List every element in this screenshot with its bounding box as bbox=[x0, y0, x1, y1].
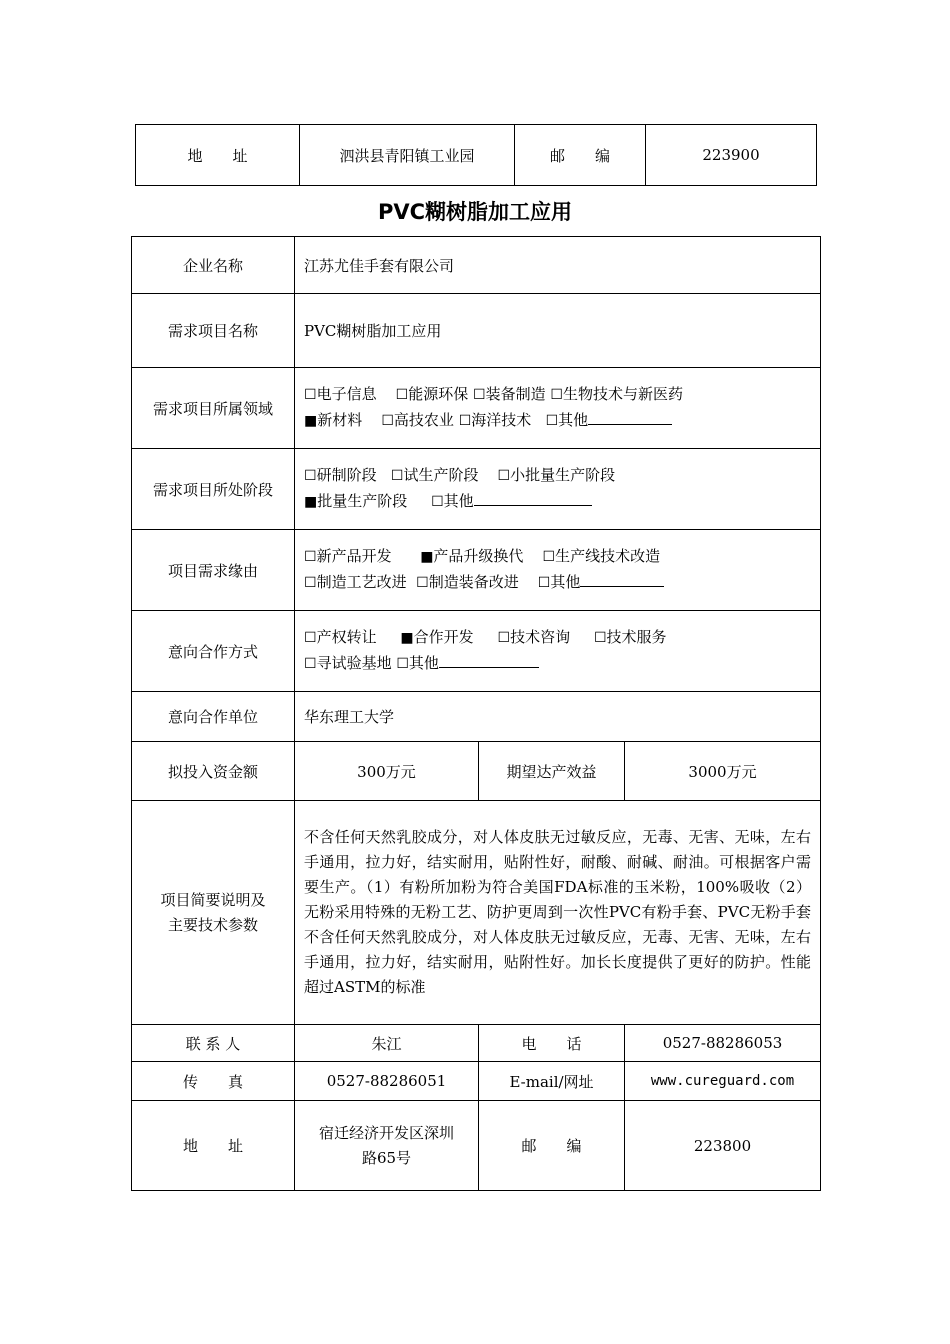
option-new-materials[interactable]: ■新材料 bbox=[304, 411, 363, 429]
option-energy[interactable]: ☐能源环保 bbox=[395, 385, 469, 403]
option-test-base[interactable]: ☐寻试验基地 bbox=[304, 654, 392, 672]
reason-options-line-1 bbox=[304, 544, 820, 570]
row-project bbox=[132, 294, 821, 368]
checkbox-icon: ☐ bbox=[395, 387, 409, 403]
checkbox-filled-icon: ■ bbox=[400, 630, 414, 646]
page-title: PVC糊树脂加工应用 bbox=[377, 200, 573, 224]
option-research[interactable]: ☐研制阶段 bbox=[304, 466, 377, 484]
demand-form-table bbox=[131, 236, 821, 1191]
prev-address-value: 泗洪县青阳镇工业园 bbox=[300, 125, 515, 186]
zip-value: 223800 bbox=[625, 1101, 821, 1191]
address-value bbox=[295, 1101, 479, 1191]
partner-label: 意向合作单位 bbox=[132, 692, 295, 742]
stage-options bbox=[295, 449, 821, 530]
prev-address-table bbox=[135, 124, 817, 186]
desc-label bbox=[132, 801, 295, 1025]
checkbox-icon: ☐ bbox=[473, 387, 486, 403]
stage-options-line-2 bbox=[304, 489, 820, 515]
address-value-line-1: 宿迁经济开发区深圳 bbox=[318, 1123, 454, 1142]
prev-address-row bbox=[136, 125, 817, 186]
invest-label: 拟投入资金额 bbox=[132, 742, 295, 801]
option-tech-consulting[interactable]: ☐技术咨询 bbox=[497, 628, 571, 646]
option-other[interactable]: ☐其他 bbox=[431, 492, 592, 510]
checkbox-icon: ☐ bbox=[304, 387, 317, 403]
invest-value: 300万元 bbox=[295, 742, 479, 801]
checkbox-icon: ☐ bbox=[497, 468, 511, 484]
checkbox-icon: ☐ bbox=[458, 413, 472, 429]
option-joint-development[interactable]: ■合作开发 bbox=[400, 628, 474, 646]
checkbox-icon: ☐ bbox=[390, 468, 404, 484]
option-other[interactable]: ☐其他 bbox=[538, 573, 665, 591]
partner-value: 华东理工大学 bbox=[295, 692, 821, 742]
checkbox-icon: ☐ bbox=[497, 630, 511, 646]
option-upgrade[interactable]: ■产品升级换代 bbox=[420, 547, 524, 565]
checkbox-filled-icon: ■ bbox=[420, 549, 434, 565]
email-label: E-mail/网址 bbox=[479, 1062, 625, 1101]
checkbox-filled-icon: ■ bbox=[304, 413, 318, 429]
coop-label: 意向合作方式 bbox=[132, 611, 295, 692]
option-trial-production[interactable]: ☐试生产阶段 bbox=[390, 466, 479, 484]
company-label: 企业名称 bbox=[132, 237, 295, 294]
row-stage bbox=[132, 449, 821, 530]
phone-label: 电 话 bbox=[479, 1025, 625, 1062]
field-label: 需求项目所属领域 bbox=[132, 368, 295, 449]
checkbox-icon: ☐ bbox=[431, 494, 444, 510]
fax-label: 传 真 bbox=[132, 1062, 295, 1101]
company-value: 江苏尤佳手套有限公司 bbox=[295, 237, 821, 294]
desc-label-line-1: 项目简要说明及 bbox=[160, 890, 266, 909]
row-coop bbox=[132, 611, 821, 692]
field-options bbox=[295, 368, 821, 449]
prev-address-label: 地 址 bbox=[136, 125, 300, 186]
field-options-line-1 bbox=[304, 382, 820, 408]
coop-options bbox=[295, 611, 821, 692]
option-property-transfer[interactable]: ☐产权转让 bbox=[304, 628, 377, 646]
option-marine[interactable]: ☐海洋技术 bbox=[458, 411, 532, 429]
option-small-batch[interactable]: ☐小批量生产阶段 bbox=[497, 466, 616, 484]
row-investment bbox=[132, 742, 821, 801]
checkbox-icon: ☐ bbox=[396, 656, 409, 672]
email-value: www.cureguard.com bbox=[625, 1062, 821, 1101]
option-other[interactable]: ☐其他 bbox=[546, 411, 673, 429]
coop-options-line-1 bbox=[304, 625, 820, 651]
stage-options-line-1 bbox=[304, 463, 820, 489]
checkbox-icon: ☐ bbox=[381, 413, 394, 429]
address-value-line-2: 路65号 bbox=[361, 1148, 412, 1167]
coop-options-line-2 bbox=[304, 651, 820, 677]
row-partner bbox=[132, 692, 821, 742]
benefit-value: 3000万元 bbox=[625, 742, 821, 801]
prev-zip-value: 223900 bbox=[646, 125, 817, 186]
reason-label: 项目需求缘由 bbox=[132, 530, 295, 611]
row-fax bbox=[132, 1062, 821, 1101]
checkbox-icon: ☐ bbox=[545, 413, 559, 429]
option-equipment[interactable]: ☐装备制造 bbox=[473, 385, 546, 403]
checkbox-filled-icon: ■ bbox=[304, 494, 318, 510]
option-process-improvement[interactable]: ☐制造工艺改进 bbox=[304, 573, 407, 591]
prev-zip-label: 邮 编 bbox=[515, 125, 646, 186]
checkbox-icon: ☐ bbox=[416, 575, 429, 591]
blank-line bbox=[588, 410, 672, 425]
contact-value: 朱江 bbox=[295, 1025, 479, 1062]
checkbox-icon: ☐ bbox=[304, 630, 317, 646]
option-electronics[interactable]: ☐电子信息 bbox=[304, 385, 377, 403]
reason-options-line-2 bbox=[304, 570, 820, 596]
option-other[interactable]: ☐其他 bbox=[396, 654, 539, 672]
checkbox-icon: ☐ bbox=[304, 575, 317, 591]
reason-options bbox=[295, 530, 821, 611]
checkbox-icon: ☐ bbox=[542, 549, 556, 565]
phone-value: 0527-88286053 bbox=[625, 1025, 821, 1062]
row-contact bbox=[132, 1025, 821, 1062]
checkbox-icon: ☐ bbox=[550, 387, 563, 403]
option-tech-service[interactable]: ☐技术服务 bbox=[593, 628, 667, 646]
row-field bbox=[132, 368, 821, 449]
fax-value: 0527-88286051 bbox=[295, 1062, 479, 1101]
field-options-line-2 bbox=[304, 408, 820, 434]
row-description bbox=[132, 801, 821, 1025]
option-biotech[interactable]: ☐生物技术与新医药 bbox=[550, 385, 683, 403]
checkbox-icon: ☐ bbox=[304, 549, 317, 565]
zip-label: 邮 编 bbox=[479, 1101, 625, 1191]
blank-line bbox=[580, 572, 664, 587]
project-label: 需求项目名称 bbox=[132, 294, 295, 368]
desc-label-line-2: 主要技术参数 bbox=[167, 915, 258, 934]
option-new-product[interactable]: ☐新产品开发 bbox=[304, 547, 392, 565]
benefit-label: 期望达产效益 bbox=[479, 742, 625, 801]
option-agriculture[interactable]: ☐高技农业 bbox=[381, 411, 454, 429]
row-company bbox=[132, 237, 821, 294]
checkbox-icon: ☐ bbox=[537, 575, 551, 591]
contact-label: 联 系 人 bbox=[132, 1025, 295, 1062]
row-address bbox=[132, 1101, 821, 1191]
stage-label: 需求项目所处阶段 bbox=[132, 449, 295, 530]
checkbox-icon: ☐ bbox=[304, 656, 317, 672]
row-reason bbox=[132, 530, 821, 611]
checkbox-icon: ☐ bbox=[304, 468, 317, 484]
project-value: PVC糊树脂加工应用 bbox=[295, 294, 821, 368]
checkbox-icon: ☐ bbox=[593, 630, 607, 646]
blank-line bbox=[474, 491, 592, 506]
blank-line bbox=[439, 653, 539, 668]
option-equipment-improvement[interactable]: ☐制造装备改进 bbox=[416, 573, 519, 591]
desc-text: 不含任何天然乳胶成分，对人体皮肤无过敏反应，无毒、无害、无味，左右手通用，拉力好，结实耐用，贴附性好，耐酸、耐碱、耐油。可根据客户需要生产。（1）有粉所加粉为符合美国FDA标准的玉米粉，100%吸收（2）无粉采用特殊的无粉工艺、防护更周到一次性PVC有粉手套、PVC无粉手套不含任何天然乳胶成分，对人体皮肤无过敏反应，无毒、无害、无味，左右手通用，拉力好，结实耐用，贴附性好。加长长度提供了更好的防护。性能超过ASTM的标准 bbox=[295, 801, 821, 1025]
address-label: 地 址 bbox=[132, 1101, 295, 1191]
option-mass-production[interactable]: ■批量生产阶段 bbox=[304, 492, 408, 510]
option-line-renovation[interactable]: ☐生产线技术改造 bbox=[542, 547, 661, 565]
